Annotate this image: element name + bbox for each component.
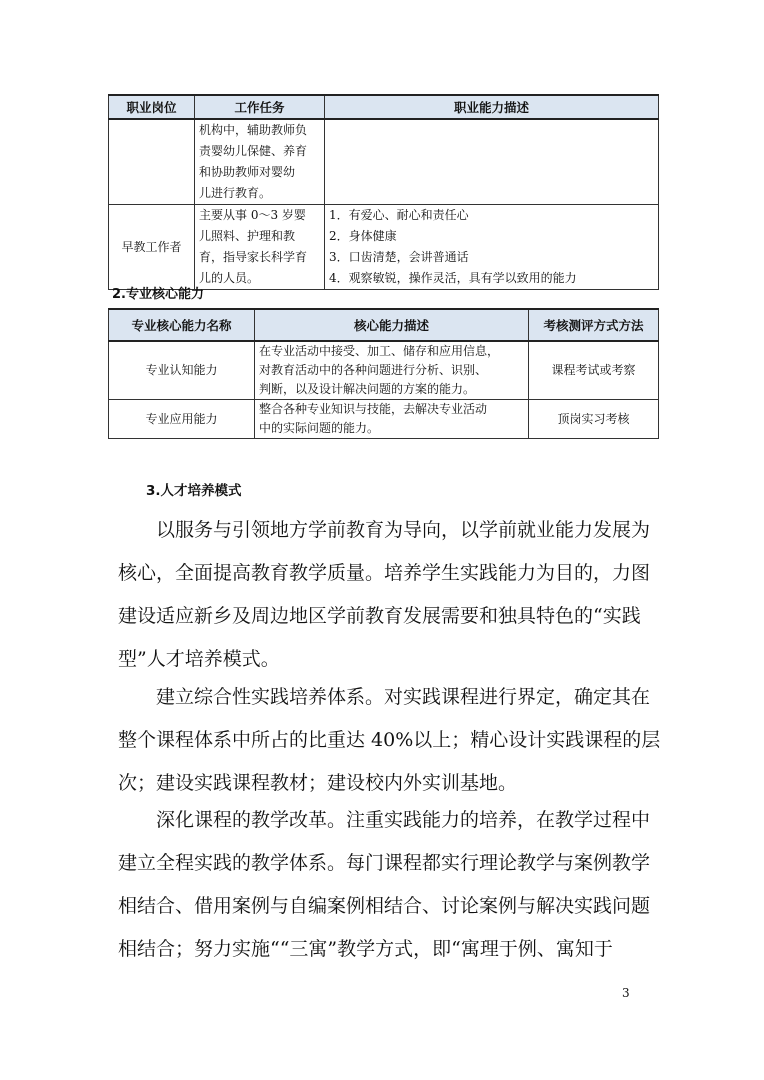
header-ability-desc: 职业能力描述 [325, 95, 659, 119]
work-task-cell [195, 119, 325, 205]
assessment-method-cell: 顶岗实习考核 [529, 400, 659, 439]
task-line: 主要从事 0～3 岁婴 [199, 208, 306, 222]
paragraph-line: 以服务与引领地方学前教育为导向，以学前就业能力发展为 [156, 519, 651, 541]
table-row [109, 341, 659, 400]
ability-line: 1．有爱心、耐心和责任心 [329, 208, 469, 222]
desc-line: 在专业活动中接受、加工、储存和应用信息， [259, 344, 500, 358]
desc-line: 判断，以及设计解决问题的方案的能力。 [259, 382, 476, 396]
paragraph-line: 建设适应新乡及周边地区学前教育发展需要和独具特色的“实践 [118, 605, 641, 627]
task-line: 儿的人员。 [199, 271, 260, 285]
page-number: 3 [622, 986, 630, 1000]
paragraph-line: 深化课程的教学改革。注重实践能力的培养，在教学过程中 [156, 809, 651, 831]
header-work-task: 工作任务 [195, 95, 325, 119]
assessment-method-cell: 课程考试或考察 [529, 341, 659, 400]
paragraph-line: 型”人才培养模式。 [118, 648, 280, 670]
table-row [109, 205, 659, 290]
job-position-cell: 早教工作者 [109, 205, 195, 290]
ability-line: 3．口齿清楚，会讲普通话 [329, 250, 469, 264]
desc-line: 整合各种专业知识与技能，去解决专业活动 [259, 402, 488, 416]
section-title-core-ability: 2.专业核心能力 [112, 287, 204, 302]
section-title-training-mode: 3.人才培养模式 [146, 483, 242, 499]
paragraph-line: 建立综合性实践培养体系。对实践课程进行界定，确定其在 [156, 686, 651, 708]
ability-line: 4．观察敏锐，操作灵活，具有学以致用的能力 [329, 271, 577, 285]
paragraph-line: 整个课程体系中所占的比重达 40%以上；精心设计实践课程的层 [118, 729, 661, 751]
table-row [109, 400, 659, 439]
table-header-row [109, 95, 659, 119]
header-assessment-method: 考核测评方式方法 [529, 309, 659, 341]
task-line: 儿照料、护理和教 [199, 229, 296, 243]
task-line: 和协助教师对婴幼 [199, 165, 296, 179]
table-row [109, 119, 659, 205]
task-line: 儿进行教育。 [199, 186, 272, 200]
work-task-cell [195, 205, 325, 290]
ability-desc-cell [325, 205, 659, 290]
ability-name-cell: 专业认知能力 [109, 341, 255, 400]
ability-name-cell: 专业应用能力 [109, 400, 255, 439]
header-core-desc: 核心能力描述 [255, 309, 529, 341]
body-paragraph [118, 676, 661, 805]
task-line: 机构中，辅助教师负 [199, 123, 308, 137]
ability-desc-cell [325, 119, 659, 205]
table-header-row [109, 309, 659, 341]
paragraph-line: 相结合、借用案例与自编案例相结合、讨论案例与解决实践问题 [118, 895, 651, 917]
header-job-position: 职业岗位 [109, 95, 195, 119]
desc-line: 对教育活动中的各种问题进行分析、识别、 [259, 363, 488, 377]
core-desc-cell [255, 341, 529, 400]
paragraph-line: 建立全程实践的教学体系。每门课程都实行理论教学与案例教学 [118, 852, 651, 874]
task-line: 育，指导家长科学育 [199, 250, 308, 264]
task-line: 责婴幼儿保健、养育 [199, 144, 308, 158]
core-ability-table [108, 308, 659, 439]
paragraph-line: 次；建设实践课程教材；建设校内外实训基地。 [118, 772, 518, 794]
paragraph-line: 相结合；努力实施““三寓”教学方式，即“寓理于例、寓知于 [118, 938, 613, 960]
ability-line: 2．身体健康 [329, 229, 397, 243]
desc-line: 中的实际问题的能力。 [259, 421, 380, 435]
body-paragraph [118, 509, 658, 681]
header-ability-name: 专业核心能力名称 [109, 309, 255, 341]
body-paragraph [118, 799, 658, 971]
paragraph-line: 核心，全面提高教育教学质量。培养学生实践能力为目的，力图 [118, 562, 651, 584]
job-position-cell [109, 119, 195, 205]
core-desc-cell [255, 400, 529, 439]
job-ability-table [108, 94, 659, 290]
